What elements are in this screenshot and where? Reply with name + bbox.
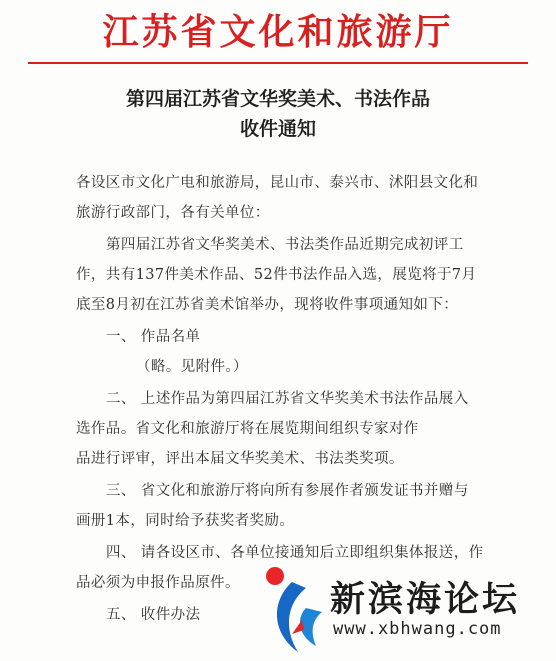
watermark-url: www.xbhwang.com (333, 619, 502, 639)
intro-line2: 作，共有137件美术作品、52件书法作品入选，展览将于7月 (76, 267, 477, 283)
item2-line1: 二、 上述作品为第四届江苏省文华奖美术书法作品展入 (106, 391, 469, 407)
intro-line1: 第四届江苏省文华奖美术、书法类作品近期完成初评工 (106, 237, 464, 253)
document-title (0, 84, 556, 144)
item2-line2: 选作品。省文化和旅游厅将在展览期间组织专家对作 (76, 421, 419, 437)
document-title-line2: 收件通知 (239, 118, 316, 140)
item1-note: （略。见附件。） (136, 359, 248, 375)
item4-line1: 四、 请各设区市、各单位接通知后立即组织集体报送，作 (106, 545, 484, 561)
addressee-line2: 旅游行政部门，各有关单位： (76, 205, 270, 221)
item3-line1: 三、 省文化和旅游厅将向所有参展作者颁发证书并赠与 (106, 483, 469, 499)
item4-line2: 品必须为申报作品原件。 (76, 575, 240, 591)
item5-heading: 五、 收件办法 (106, 607, 201, 623)
document-title-line1: 第四届江苏省文华奖美术、书法作品 (125, 88, 430, 110)
item2-line3: 品进行评审，评出本届文华奖美术、书法类奖项。 (76, 451, 404, 467)
item3-line2: 画册1本，同时给予获奖者奖励。 (76, 513, 295, 529)
item1-heading: 一、 作品名单 (106, 329, 201, 345)
header-divider (28, 62, 528, 64)
watermark-name: 新滨海论坛 (330, 580, 521, 620)
addressee-line1: 各设区市文化广电和旅游局，昆山市、泰兴市、沭阳县文化和 (76, 175, 479, 191)
org-header: 江苏省文化和旅游厅 (102, 11, 454, 53)
intro-line3: 底至8月初在江苏省美术馆举办，现将收件事项通知如下： (76, 297, 459, 313)
